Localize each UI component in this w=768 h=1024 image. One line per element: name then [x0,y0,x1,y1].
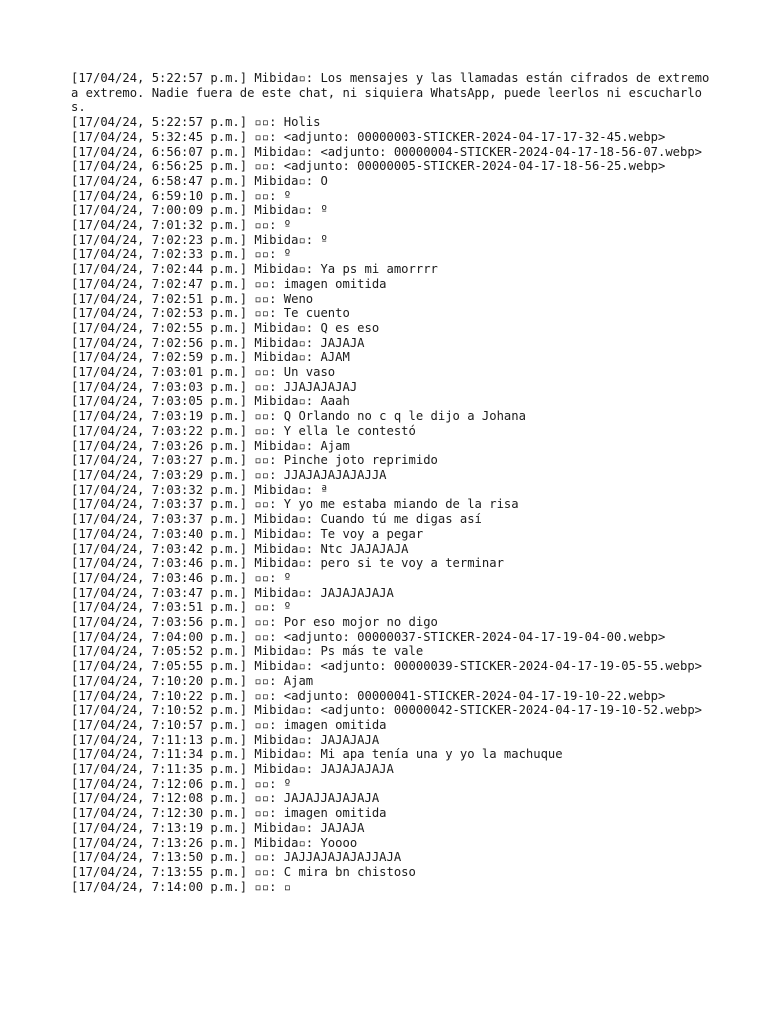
chat-message-line: [17/04/24, 7:01:32 p.m.] ▫▫: º [71,218,292,233]
chat-message-line: [17/04/24, 5:22:57 p.m.] Mibida▫: Los mensajes y las llamadas están cifrados de extremo a extremo. Nadie fuera de este chat, ni siquiera WhatsApp, puede leerlos ni escucharlos. [71,71,717,115]
chat-message-line: [17/04/24, 7:13:26 p.m.] Mibida▫: Yoooo [71,835,358,850]
chat-message-line: [17/04/24, 7:03:22 p.m.] ▫▫: Y ella le contestó [71,423,416,438]
chat-message-line: [17/04/24, 7:03:37 p.m.] ▫▫: Y yo me estaba miando de la risa [71,497,519,512]
chat-message-line: [17/04/24, 7:02:47 p.m.] ▫▫: imagen omitida [71,276,387,291]
chat-message-line: [17/04/24, 7:03:19 p.m.] ▫▫: Q Orlando no c q le dijo a Johana [71,409,526,424]
chat-message-line: [17/04/24, 7:10:22 p.m.] ▫▫: <adjunto: 00000041-STICKER-2024-04-17-19-10-22.webp> [71,688,666,703]
chat-message-line: [17/04/24, 7:10:57 p.m.] ▫▫: imagen omitida [71,717,387,732]
chat-message-line: [17/04/24, 7:11:13 p.m.] Mibida▫: JAJAJAJA [71,732,380,747]
chat-message-line: [17/04/24, 7:03:05 p.m.] Mibida▫: Aaah [71,394,350,409]
chat-message-line: [17/04/24, 5:22:57 p.m.] ▫▫: Holis [71,115,321,130]
chat-message-line: [17/04/24, 7:03:46 p.m.] Mibida▫: pero si te voy a terminar [71,556,504,571]
chat-message-line: [17/04/24, 7:11:34 p.m.] Mibida▫: Mi apa tenía una y yo la machuque [71,747,563,762]
chat-message-line: [17/04/24, 7:03:29 p.m.] ▫▫: JJAJAJAJAJAJJA [71,467,387,482]
chat-message-line: [17/04/24, 7:03:26 p.m.] Mibida▫: Ajam [71,438,350,453]
chat-message-line: [17/04/24, 7:03:03 p.m.] ▫▫: JJAJAJAJAJ [71,379,358,394]
chat-message-line: [17/04/24, 7:03:27 p.m.] ▫▫: Pinche joto reprimido [71,453,438,468]
chat-message-line: [17/04/24, 7:13:55 p.m.] ▫▫: C mira bn chistoso [71,864,416,879]
chat-message-line: [17/04/24, 7:03:40 p.m.] Mibida▫: Te voy a pegar [71,526,424,541]
chat-message-line: [17/04/24, 6:58:47 p.m.] Mibida▫: O [71,173,328,188]
chat-message-line: [17/04/24, 7:03:01 p.m.] ▫▫: Un vaso [71,365,336,380]
chat-message-line: [17/04/24, 7:03:51 p.m.] ▫▫: º [71,600,292,615]
chat-message-line: [17/04/24, 7:02:53 p.m.] ▫▫: Te cuento [71,306,350,321]
chat-message-line: [17/04/24, 6:56:25 p.m.] ▫▫: <adjunto: 00000005-STICKER-2024-04-17-18-56-25.webp> [71,159,666,174]
chat-message-line: [17/04/24, 7:05:55 p.m.] Mibida▫: <adjunto: 00000039-STICKER-2024-04-17-19-05-55.webp> [71,659,703,674]
chat-message-line: [17/04/24, 7:13:19 p.m.] Mibida▫: JAJAJA [71,820,365,835]
chat-message-line: [17/04/24, 7:03:37 p.m.] Mibida▫: Cuando tú me digas así [71,512,482,527]
chat-message-line: [17/04/24, 6:56:07 p.m.] Mibida▫: <adjunto: 00000004-STICKER-2024-04-17-18-56-07.webp> [71,144,703,159]
chat-message-line: [17/04/24, 5:32:45 p.m.] ▫▫: <adjunto: 00000003-STICKER-2024-04-17-17-32-45.webp> [71,129,666,144]
chat-message-line: [17/04/24, 7:12:08 p.m.] ▫▫: JAJAJJAJAJAJA [71,791,380,806]
chat-message-line: [17/04/24, 7:11:35 p.m.] Mibida▫: JAJAJAJAJA [71,762,394,777]
chat-message-line: [17/04/24, 7:10:20 p.m.] ▫▫: Ajam [71,673,314,688]
chat-message-line: [17/04/24, 7:03:32 p.m.] Mibida▫: ª [71,482,328,497]
chat-message-line: [17/04/24, 7:02:55 p.m.] Mibida▫: Q es eso [71,320,380,335]
chat-message-line: [17/04/24, 7:02:56 p.m.] Mibida▫: JAJAJA [71,335,365,350]
chat-message-line: [17/04/24, 7:12:06 p.m.] ▫▫: º [71,776,292,791]
chat-message-line: [17/04/24, 7:12:30 p.m.] ▫▫: imagen omitida [71,806,387,821]
chat-log [71,71,717,894]
chat-message-line: [17/04/24, 7:03:46 p.m.] ▫▫: º [71,570,292,585]
chat-message-line: [17/04/24, 7:03:47 p.m.] Mibida▫: JAJAJAJAJA [71,585,394,600]
chat-message-line: [17/04/24, 7:04:00 p.m.] ▫▫: <adjunto: 00000037-STICKER-2024-04-17-19-04-00.webp> [71,629,666,644]
chat-message-line: [17/04/24, 7:02:59 p.m.] Mibida▫: AJAM [71,350,350,365]
chat-message-line: [17/04/24, 7:13:50 p.m.] ▫▫: JAJJAJAJAJAJJAJA [71,850,402,865]
chat-message-line: [17/04/24, 7:14:00 p.m.] ▫▫: ▫ [71,879,292,894]
chat-message-line: [17/04/24, 7:10:52 p.m.] Mibida▫: <adjunto: 00000042-STICKER-2024-04-17-19-10-52.webp> [71,703,703,718]
chat-message-line: [17/04/24, 6:59:10 p.m.] ▫▫: º [71,188,292,203]
chat-message-line: [17/04/24, 7:05:52 p.m.] Mibida▫: Ps más te vale [71,644,424,659]
chat-message-line: [17/04/24, 7:02:51 p.m.] ▫▫: Weno [71,291,314,306]
chat-message-line: [17/04/24, 7:03:56 p.m.] ▫▫: Por eso mojor no digo [71,615,438,630]
chat-message-line: [17/04/24, 7:02:33 p.m.] ▫▫: º [71,247,292,262]
chat-message-line: [17/04/24, 7:00:09 p.m.] Mibida▫: º [71,203,328,218]
chat-message-line: [17/04/24, 7:03:42 p.m.] Mibida▫: Ntc JAJAJAJA [71,541,409,556]
chat-message-line: [17/04/24, 7:02:44 p.m.] Mibida▫: Ya ps mi amorrrr [71,262,438,277]
chat-message-line: [17/04/24, 7:02:23 p.m.] Mibida▫: º [71,232,328,247]
